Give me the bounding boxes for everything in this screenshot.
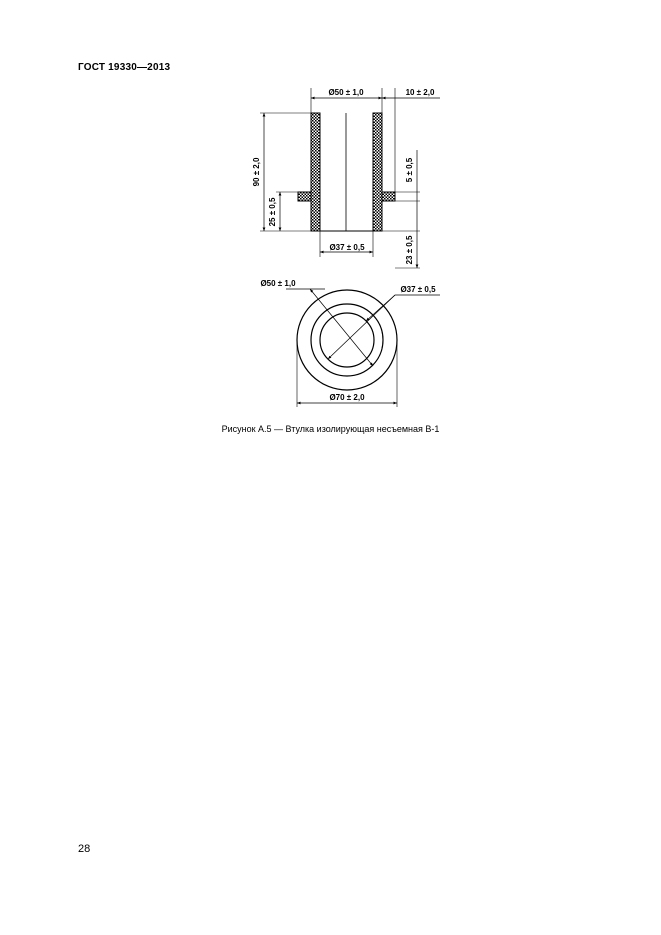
dim-bottom-height-label: 23 ± 0,5 [405,235,414,265]
right-flange-section [382,192,395,201]
left-flange-section [298,192,311,201]
dim-total-height-label: 90 ± 2,0 [252,157,261,187]
dim-flange-thickness-label: 5 ± 0,5 [405,157,414,183]
left-wall-section [311,113,320,231]
dim-top-diameter-label: Ø50 ± 1,0 [328,88,364,97]
document-header: ГОСТ 19330—2013 [78,62,171,73]
dim-flange-height-label: 25 ± 0,5 [268,197,277,227]
right-wall-section [373,113,382,231]
dim-inner-diameter-label: Ø37 ± 0,5 [329,243,365,252]
page-number: 28 [78,843,91,855]
top-view [286,289,440,407]
outer-flange-circle [297,290,397,390]
leader-outer-ring [310,289,373,366]
dim-flange-diameter-label: Ø70 ± 2,0 [329,393,365,402]
dim-top-inner-label: Ø37 ± 0,5 [400,285,436,294]
dim-outer-ring-label: Ø50 ± 1,0 [260,279,296,288]
dim-flange-width-label: 10 ± 2,0 [405,88,435,97]
figure-caption: Рисунок А.5 — Втулка изолирующая несъемная В-1 [221,424,440,434]
